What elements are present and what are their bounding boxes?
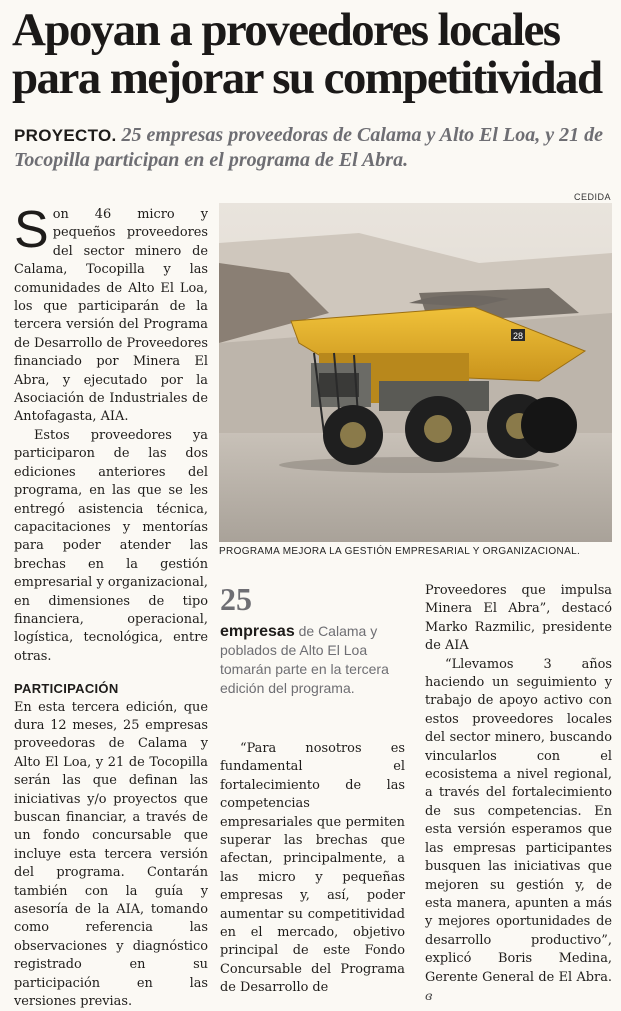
column-1 — [14, 201, 208, 1011]
column-2-paragraph-1: “Para nosotros es fundamental el fortalecimiento de las competencias empresariales que permiten superar las brechas que afectan, principalmente, a las micro y pequeñas empresas y, así, poder aumentar su competitividad en el mercado, objetivo principal de este Fondo Concursable del Programa de Desarrollo de — [220, 741, 405, 996]
dropcap: S — [14, 201, 49, 259]
column-2 — [220, 740, 405, 998]
deck-text: 25 empresas proveedoras de Calama y Alto El Loa, y 21 de Tocopilla participan en el programa de El Abra. — [14, 124, 603, 171]
mining-truck-illustration — [219, 203, 612, 542]
stat-text — [220, 622, 400, 698]
photo-caption: PROGRAMA MEJORA LA GESTIÓN EMPRESARIAL Y ORGANIZACIONAL. — [219, 546, 581, 557]
deck-label: PROYECTO. — [14, 126, 117, 145]
column-3-paragraph-2-text: “Llevamos 3 años haciendo un seguimiento y trabajo de apoyo activo con estos proveedores locales del sector minero, buscando vincularlos con el ecosistema a nivel regional, a través del fortalecimiento de sus competencias. En esta versión esperamos que las empresas participantes busquen las iniciativas que mejoren su gestión y, de esta manera, apunten a más y mejores oportunidades de desarrollo productivo”, explicó Boris Medina, Gerente General de El Abra. — [425, 656, 612, 985]
stat-strong: empresas — [220, 623, 295, 640]
stat-number: 25 — [220, 581, 252, 617]
participation-subhead: PARTICIPACIÓN — [14, 681, 119, 697]
column-3-paragraph-1: Proveedores que impulsa Minera El Abra”, destacó Marko Razmilic, presidente de AIA — [425, 583, 612, 654]
end-mark-icon: ɞ — [425, 988, 433, 1003]
photo-credit: CEDIDA — [573, 192, 611, 202]
truck-number: 28 — [513, 331, 524, 341]
mining-truck-photo — [219, 203, 612, 542]
stat-description: de Calama y poblados de Alto El Loa tomarán parte en la tercera edición del programa. — [220, 623, 389, 696]
column-3 — [425, 582, 612, 1006]
deck — [14, 123, 614, 173]
column-1-paragraph-3: En esta tercera edición, que dura 12 meses, 25 empresas proveedoras de Calama y Alto El Loa, y 21 de Tocopilla serán las que definan las iniciativas y/o proyectos que buscan financiar, a través de un fondo concursable que incluye esta tercera versión del programa. Contarán también con la guía y asesoría de la AIA, tomando como referencia las observaciones y diagnóstico registrado en su participación en las versiones previas. — [14, 699, 208, 1010]
headline: Apoyan a proveedores locales para mejorar su competitividad — [12, 4, 602, 104]
column-3-paragraph-2 — [425, 656, 612, 1007]
column-1-paragraph-2: Estos proveedores ya participaron de las dos ediciones anteriores del programa, en las que se les entregó asistencia técnica, capacitaciones y mentorías para poder atender las brechas en la gestión empresarial y organizacional, en dimensiones de tipo financiera, operacional, logística, tecnológica, entre otras. — [14, 427, 208, 664]
column-1-paragraph-1: on 46 micro y pequeños proveedores del sector minero de Calama, Tocopilla y las comunidades de Alto El Loa, los que participarán de la tercera versión del Programa de Desarrollo de Proveedores financiado por Minera El Abra, y ejecutado por la Asociación de Industriales de Antofagasta, AIA. — [14, 207, 208, 425]
